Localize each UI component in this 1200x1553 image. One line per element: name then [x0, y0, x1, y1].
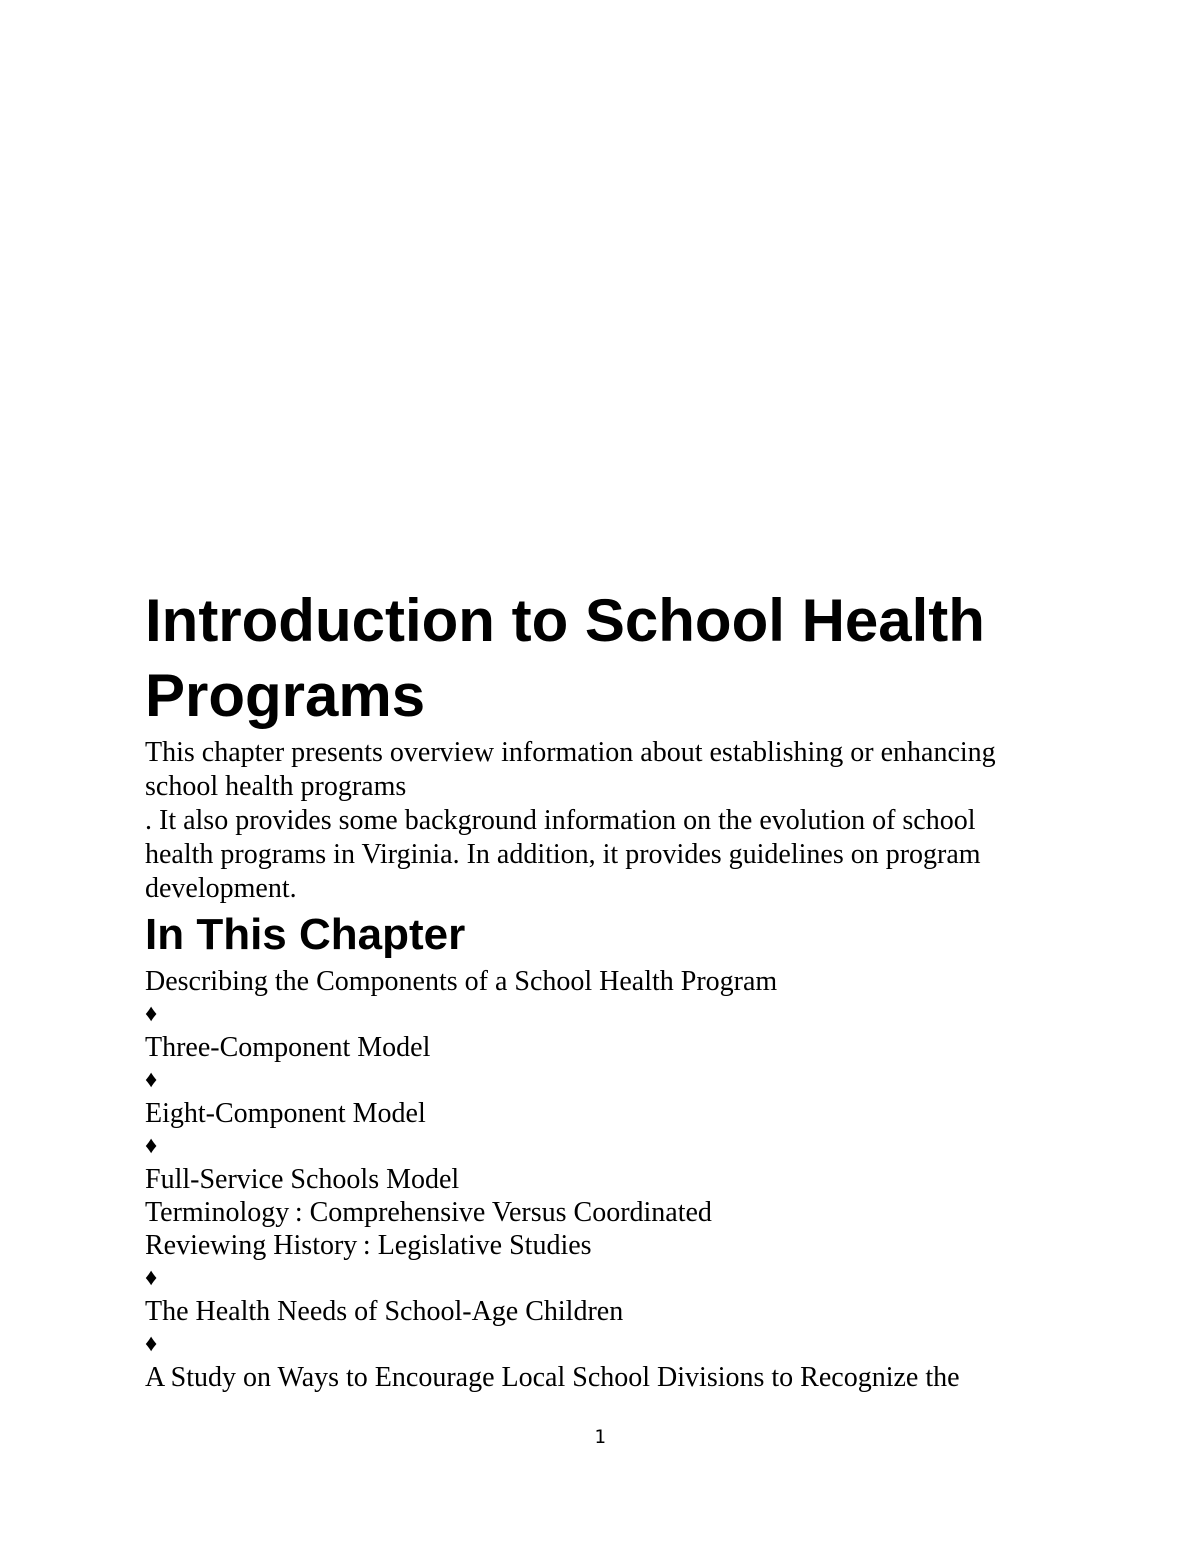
intro-paragraph-line: development. — [145, 873, 297, 904]
chapter-list-item: Full-Service Schools Model — [145, 1164, 460, 1195]
diamond-bullet-icon: ♦ — [145, 1067, 158, 1093]
intro-paragraph-line: health programs in Virginia. In addition, it provides guidelines on program — [145, 839, 981, 870]
intro-paragraph-line: This chapter presents overview information about establishing or enhancing — [145, 737, 996, 768]
page-content — [145, 583, 1155, 1394]
chapter-list-item: Three-Component Model — [145, 1032, 431, 1063]
chapter-list-item: The Health Needs of School-Age Children — [145, 1296, 624, 1327]
chapter-list-item: Terminology : Comprehensive Versus Coordinated — [145, 1197, 712, 1228]
diamond-bullet-icon: ♦ — [145, 1265, 158, 1291]
chapter-list — [145, 965, 1155, 1394]
diamond-bullet-icon: ♦ — [145, 1001, 158, 1027]
diamond-bullet-icon: ♦ — [145, 1331, 158, 1357]
page-title — [145, 583, 1155, 733]
intro-paragraph-line: school health programs — [145, 771, 407, 802]
chapter-list-item: Describing the Components of a School Health Program — [145, 966, 778, 997]
section-heading: In This Chapter — [145, 910, 466, 959]
diamond-bullet-icon: ♦ — [145, 1133, 158, 1159]
intro-paragraph-line: . It also provides some background information on the evolution of school — [145, 805, 976, 836]
page-number: 1 — [594, 1426, 606, 1448]
chapter-list-item: Reviewing History : Legislative Studies — [145, 1230, 592, 1261]
chapter-list-item: A Study on Ways to Encourage Local School Divisions to Recognize the — [145, 1362, 960, 1393]
intro-paragraph — [145, 736, 1155, 906]
page-title-line: Programs — [145, 662, 426, 729]
chapter-list-item: Eight-Component Model — [145, 1098, 426, 1129]
page-title-line: Introduction to School Health — [145, 587, 985, 654]
